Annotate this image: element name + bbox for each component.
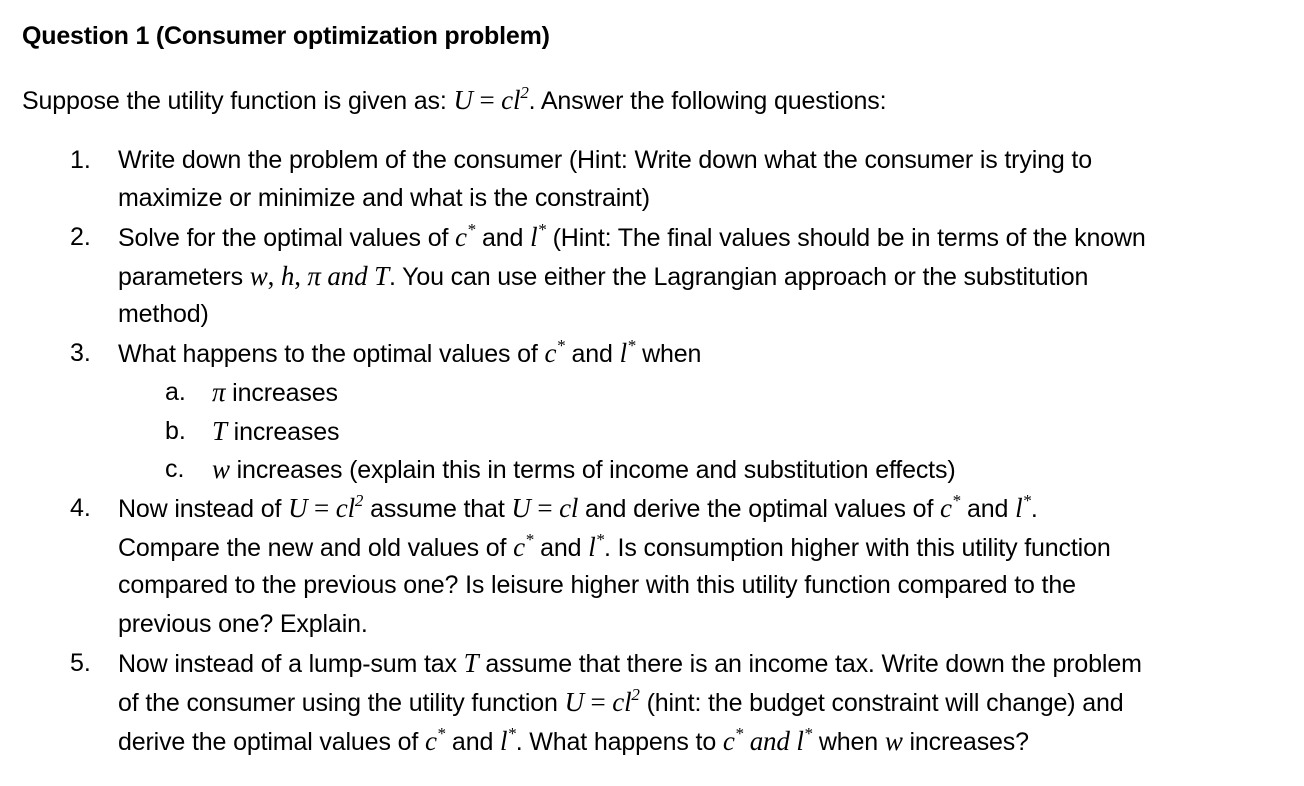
q2-line-1: Solve for the optimal values of c* and l* (Hint: The final values should be in terms of the known xyxy=(118,220,1146,252)
q3-sub-c: w increases (explain this in terms of income and substitution effects) xyxy=(212,454,956,484)
math-c-star: c* xyxy=(544,336,565,368)
q2-line-3: method) xyxy=(118,300,209,328)
math-w: w xyxy=(212,454,230,484)
q2-number: 2. xyxy=(70,223,91,251)
math-c-star: c* xyxy=(940,491,961,523)
math-utility: $U = cl^2$ xyxy=(564,685,640,717)
q3-sub-c-label: c. xyxy=(165,455,185,483)
q3-sub-a: π increases xyxy=(212,377,338,407)
q1-line-1: Write down the problem of the consumer (Hint: Write down what the consumer is trying to xyxy=(118,146,1092,174)
q3-sub-b-label: b. xyxy=(165,417,186,445)
q4-line-3: compared to the previous one? Is leisure higher with this utility function compared to the xyxy=(118,571,1076,599)
math-utility: $U = cl^2$ xyxy=(288,491,364,523)
math-w: w xyxy=(884,726,903,756)
q4-line-4: previous one? Explain. xyxy=(118,610,368,638)
math-c-star: c* xyxy=(455,220,476,252)
q4-line-1: Now instead of $U = cl^2$ assume that U = cl and derive the optimal values of c* and l*. xyxy=(118,491,1038,523)
q4-number: 4. xyxy=(70,494,91,522)
q2-line-2: parameters w, h, π and T. You can use either the Lagrangian approach or the substitution xyxy=(118,261,1089,291)
q3-sub-b: T increases xyxy=(212,416,340,446)
question-title: Question 1 (Consumer optimization problem) xyxy=(22,22,550,50)
math-l-star: l* xyxy=(530,220,546,252)
math-T: T xyxy=(463,648,479,678)
q5-line-1: Now instead of a lump-sum tax T assume that there is an income tax. Write down the problem xyxy=(118,648,1142,678)
math-l-star: l* xyxy=(500,724,516,756)
math-T: T xyxy=(212,416,227,446)
q4-line-2: Compare the new and old values of c* and l*. Is consumption higher with this utility function xyxy=(118,530,1111,562)
math-l-star: l* xyxy=(1015,491,1031,523)
math-l-star: l* xyxy=(619,336,636,368)
q3-sub-a-label: a. xyxy=(165,378,186,406)
math-c-star: c* xyxy=(424,724,446,756)
math-pi: π xyxy=(212,377,226,407)
q5-number: 5. xyxy=(70,649,91,677)
q1-number: 1. xyxy=(70,146,91,174)
math-parameters: w, h, π and T xyxy=(249,261,389,291)
math-c-star-and-l-star: c* and l* xyxy=(722,724,813,756)
q5-line-2: of the consumer using the utility function $U = cl^2$ (hint: the budget constraint will change) and xyxy=(118,685,1124,717)
math-utility-linear: U = cl xyxy=(511,493,579,523)
q1-line-2: maximize or minimize and what is the constraint) xyxy=(118,184,650,212)
q3-line-1: What happens to the optimal values of c* and l* when xyxy=(118,336,702,368)
q3-number: 3. xyxy=(70,339,91,367)
math-utility: $U = cl^2$ xyxy=(453,83,529,115)
math-c-star: c* xyxy=(513,530,534,562)
intro-line: Suppose the utility function is given as: $U = cl^2$. Answer the following questions: xyxy=(22,83,887,115)
math-l-star: l* xyxy=(588,530,604,562)
q5-line-3: derive the optimal values of c* and l*. What happens to c* and l* when w increases? xyxy=(118,724,1029,756)
